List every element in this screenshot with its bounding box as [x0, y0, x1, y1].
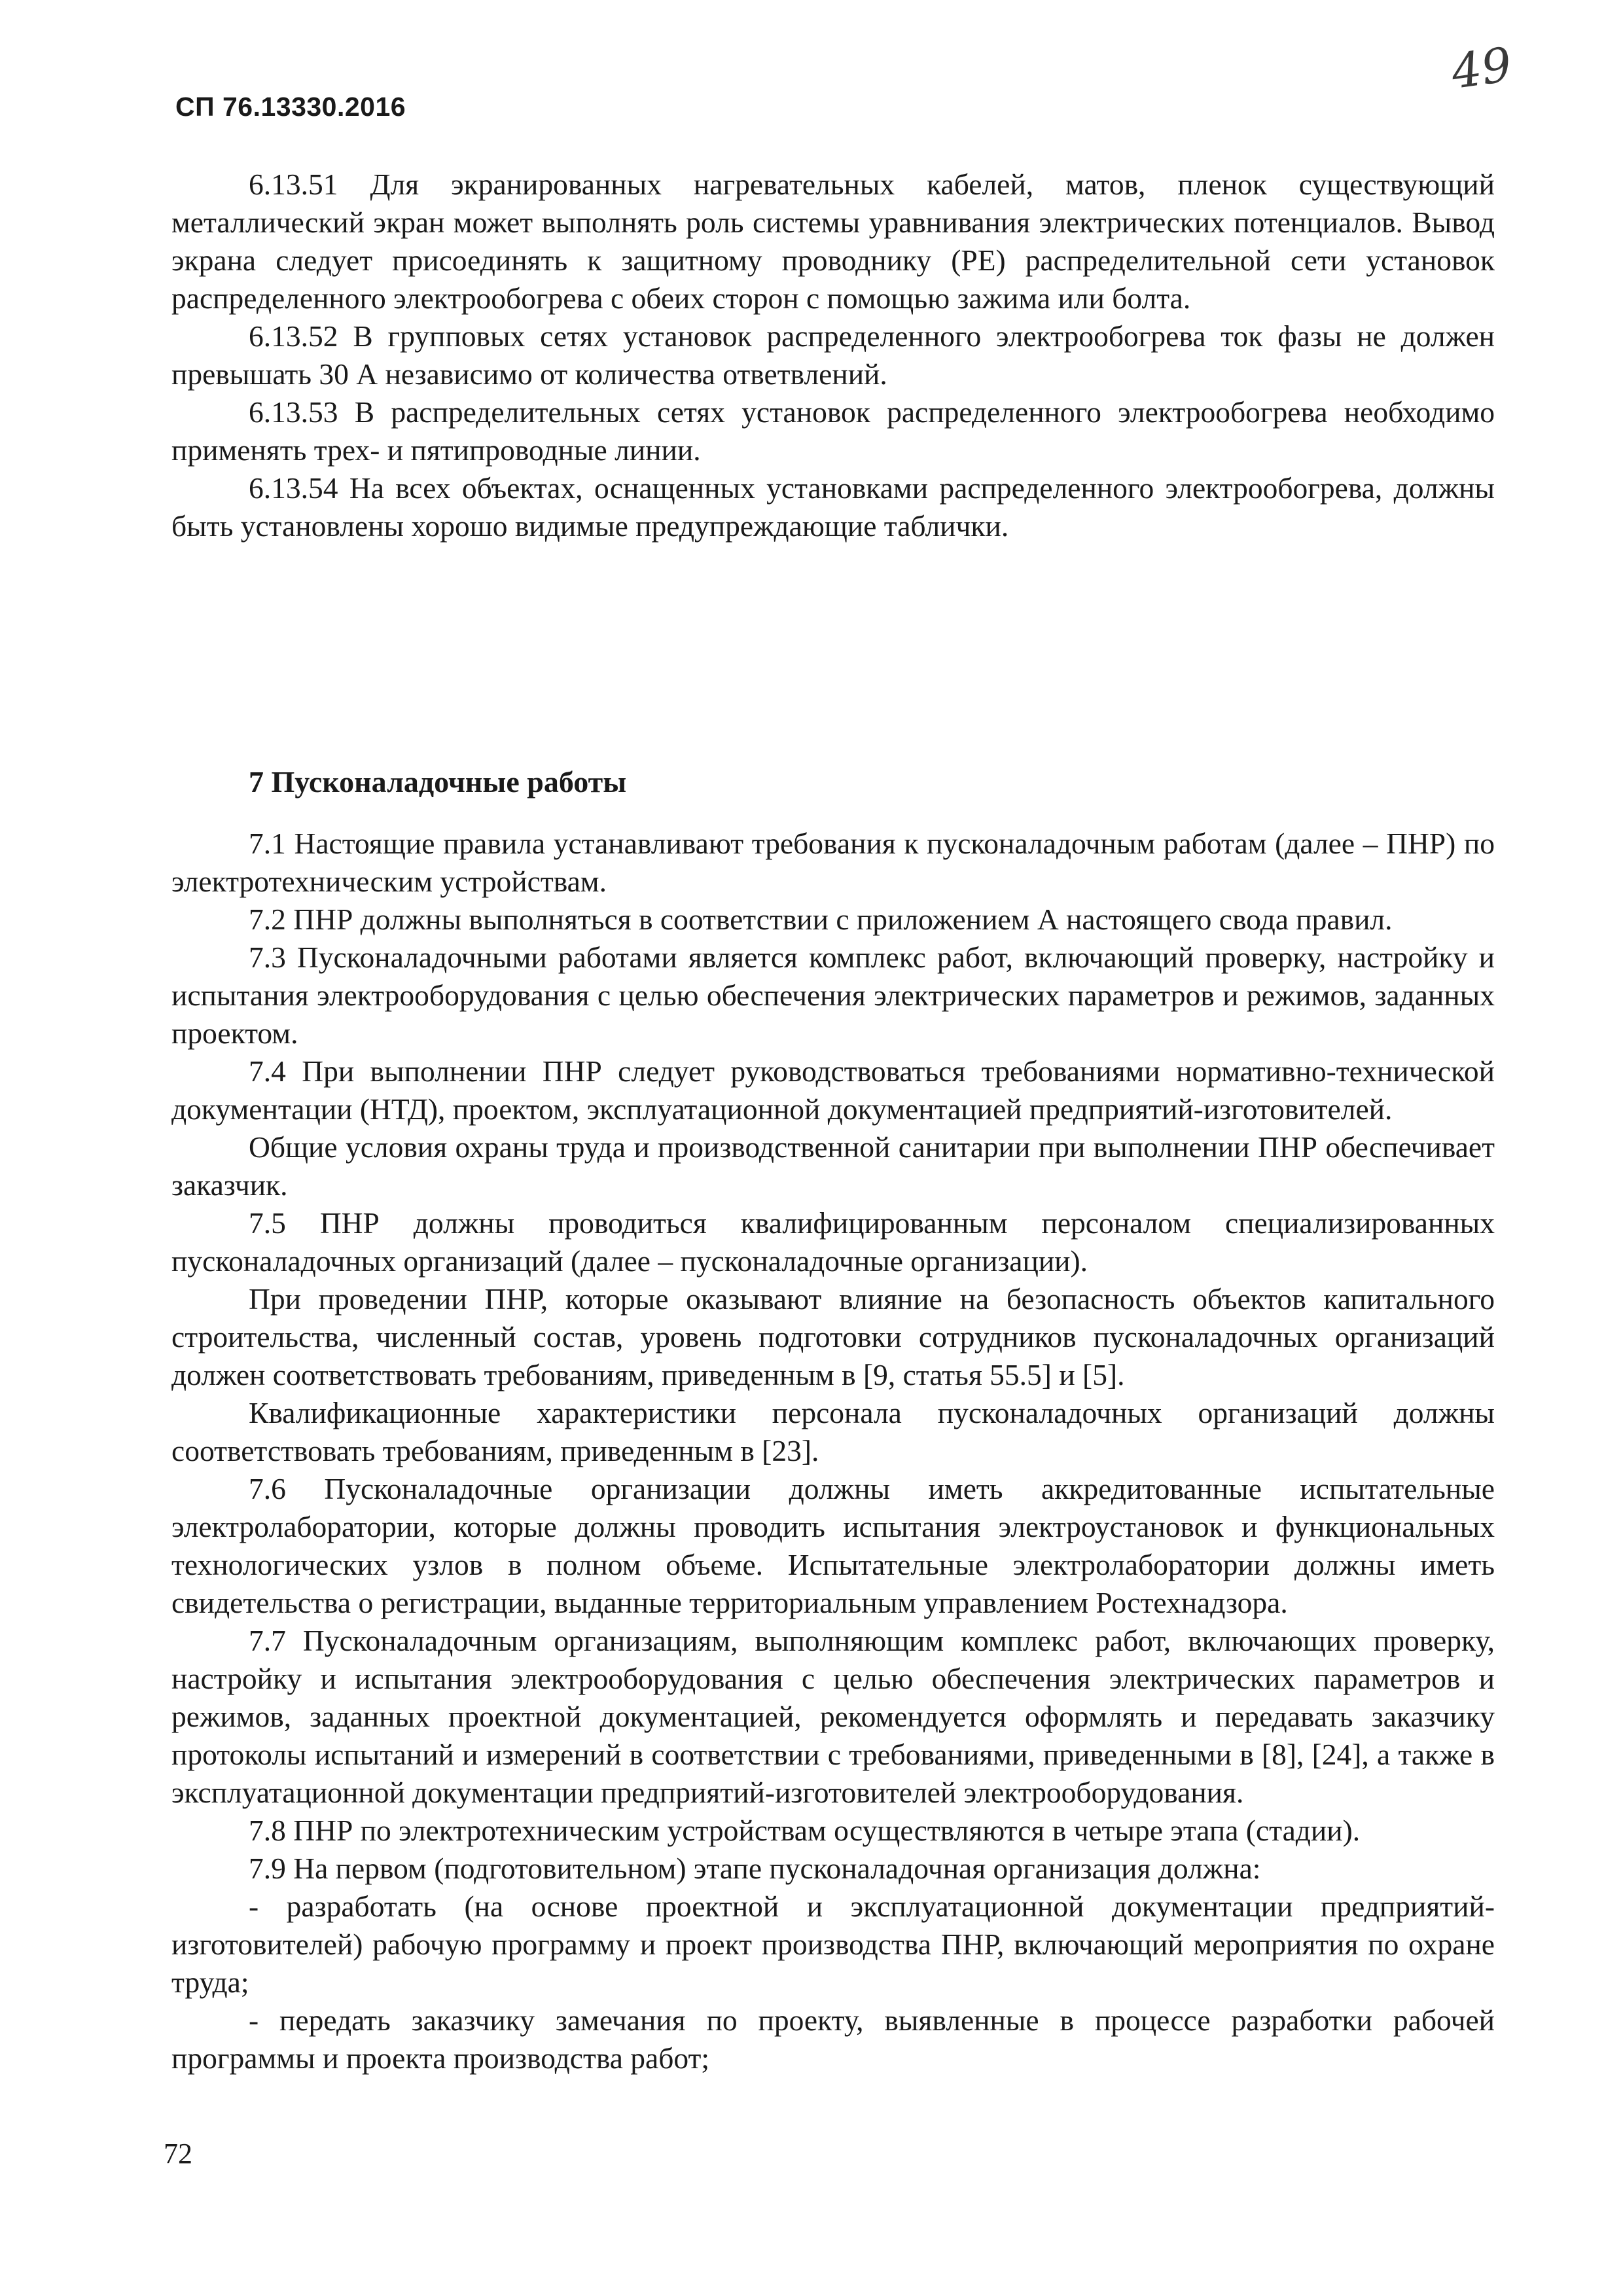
paragraph-7-4-general-conditions: Общие условия охраны труда и производственной санитарии при выполнении ПНР обеспечивает заказчик.: [171, 1130, 1495, 1202]
section-7-title: 7 Пусконаладочные работы: [249, 765, 627, 798]
page-number: 72: [164, 2138, 192, 2170]
paragraph-6-13-52: 6.13.52 В групповых сетях установок распределенного электрообогрева ток фазы не должен превышать 30 А независимо от количества ответвлений.: [171, 319, 1495, 391]
list-item-transfer-remarks: - передать заказчику замечания по проекту, выявленные в процессе разработки рабочей программы и проекта производства работ;: [171, 2003, 1495, 2075]
handwritten-page-number: 49: [1448, 37, 1516, 99]
paragraph-7-3: 7.3 Пусконаладочными работами является комплекс работ, включающий проверку, настройку и испытания электрооборудования с целью обеспечения электрических параметров и режимов, заданных проектом.: [171, 941, 1495, 1050]
section-7-block: [171, 763, 1495, 2077]
paragraph-7-7: 7.7 Пусконаладочным организациям, выполняющим комплекс работ, включающих проверку, настройку и испытания электрооборудования с целью обеспечения электрических параметров и режимов, заданных проектной документацией, рекомендуется оформлять и передавать заказчику протоколы испытаний и измерений в соответствии с требованиями, приведенными в [8], [24], а также в эксплуатационной документации предприятий-изготовителей электрооборудования.: [171, 1624, 1495, 1809]
paragraph-6-13-53: 6.13.53 В распределительных сетях установок распределенного электрообогрева необходимо применять трех- и пятипроводные линии.: [171, 395, 1495, 467]
list-item-develop-program: - разработать (на основе проектной и эксплуатационной документации предприятий-изготовителей) рабочую программу и проект производства ПНР, включающий мероприятия по охране труда;: [171, 1890, 1495, 1999]
paragraph-7-5-qualification: Квалификационные характеристики персонала пусконаладочных организаций должны соответствовать требованиям, приведенным в [23].: [171, 1396, 1495, 1467]
paragraph-7-2: 7.2 ПНР должны выполняться в соответствии с приложением А настоящего свода правил.: [249, 903, 1393, 936]
paragraph-7-4: 7.4 При выполнении ПНР следует руководствоваться требованиями нормативно-технической документации (НТД), проектом, эксплуатационной документацией предприятий-изготовителей.: [171, 1054, 1495, 1126]
paragraph-7-1: 7.1 Настоящие правила устанавливают требования к пусконаладочным работам (далее – ПНР) по электротехническим устройствам.: [171, 827, 1495, 898]
paragraph-7-8: 7.8 ПНР по электротехническим устройствам осуществляются в четыре этапа (стадии).: [249, 1814, 1361, 1847]
paragraph-6-13-51: 6.13.51 Для экранированных нагревательных кабелей, матов, пленок существующий металлический экран может выполнять роль системы уравнивания электрических потенциалов. Вывод экрана следует присоединять к защитному проводнику (PE) распределительной сети установок распределенного электрообогрева с обеих сторон с помощью зажима или болта.: [171, 168, 1495, 315]
paragraph-7-5: 7.5 ПНР должны проводиться квалифицированным персоналом специализированных пусконаладочных организаций (далее – пусконаладочные организации).: [171, 1206, 1495, 1278]
paragraph-7-9: 7.9 На первом (подготовительном) этапе пусконаладочная организация должна:: [249, 1852, 1261, 1885]
paragraph-6-13-54: 6.13.54 На всех объектах, оснащенных установками распределенного электрообогрева, должны быть установлены хорошо видимые предупреждающие таблички.: [171, 471, 1495, 543]
paragraph-7-6: 7.6 Пусконаладочные организации должны иметь аккредитованные испытательные электролаборатории, которые должны проводить испытания электроустановок и функциональных технологических узлов в полном объеме. Испытательные электролаборатории должны иметь свидетельства о регистрации, выданные территориальным управлением Ростехнадзора.: [171, 1472, 1495, 1619]
paragraph-7-5-staff-requirements: При проведении ПНР, которые оказывают влияние на безопасность объектов капитального строительства, численный состав, уровень подготовки сотрудников пусконаладочных организаций должен соответствовать требованиям, приведенным в [9, статья 55.5] и [5].: [171, 1282, 1495, 1391]
document-code: СП 76.13330.2016: [175, 92, 406, 122]
section-6-block: [171, 166, 1495, 545]
